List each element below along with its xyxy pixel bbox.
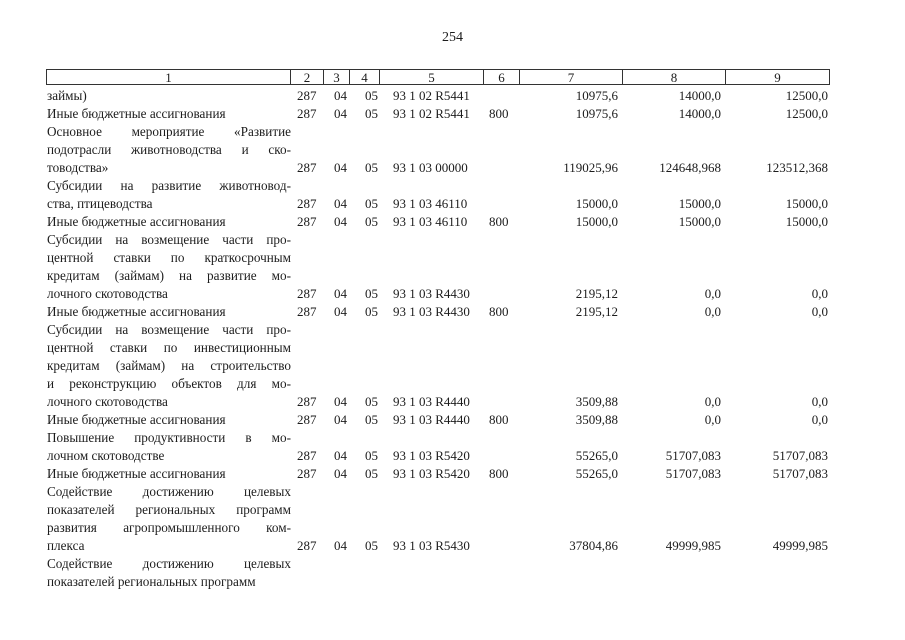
cell-c8: 124648,968 (659, 160, 721, 175)
table-row (0, 177, 905, 213)
table-row (0, 123, 905, 177)
cell-c4: 05 (365, 106, 378, 121)
cell-c3: 04 (334, 196, 347, 211)
cell-c8: 0,0 (704, 286, 721, 301)
cell-c6: 800 (489, 304, 509, 319)
row-description (47, 123, 291, 177)
cell-c2: 287 (297, 412, 317, 427)
cell-c5: 93 1 03 46110 (393, 214, 468, 229)
row-description (47, 105, 291, 123)
row-description (47, 231, 291, 303)
header-cell-5: 5 (380, 69, 484, 85)
cell-c2: 287 (297, 106, 317, 121)
cell-c3: 04 (334, 214, 347, 229)
cell-c9: 0,0 (811, 394, 828, 409)
cell-c7: 10975,6 (575, 88, 618, 103)
cell-c2: 287 (297, 286, 317, 301)
table-row (0, 465, 905, 483)
cell-c7: 55265,0 (575, 466, 618, 481)
header-cell-7: 7 (520, 69, 623, 85)
table-row (0, 321, 905, 411)
cell-c2: 287 (297, 538, 317, 553)
description-line: Основное мероприятие «Развитие (47, 124, 291, 139)
cell-c3: 04 (334, 448, 347, 463)
cell-c2: 287 (297, 214, 317, 229)
description-line: лочного скотоводства (47, 286, 168, 301)
cell-c6: 800 (489, 466, 509, 481)
cell-c9: 15000,0 (785, 196, 828, 211)
cell-c8: 15000,0 (678, 196, 721, 211)
cell-c2: 287 (297, 160, 317, 175)
cell-c9: 51707,083 (772, 448, 828, 463)
cell-c9: 0,0 (811, 304, 828, 319)
cell-c4: 05 (365, 412, 378, 427)
description-line: кредитам (займам) на строительство (47, 358, 291, 373)
description-line: плекса (47, 538, 85, 553)
row-description (47, 411, 291, 429)
header-cell-8: 8 (623, 69, 726, 85)
cell-c7: 3509,88 (575, 394, 618, 409)
table-row (0, 105, 905, 123)
cell-c7: 55265,0 (575, 448, 618, 463)
cell-c9: 12500,0 (785, 88, 828, 103)
cell-c8: 15000,0 (678, 214, 721, 229)
cell-c8: 51707,083 (665, 448, 721, 463)
cell-c9: 0,0 (811, 286, 828, 301)
description-line: показателей региональных программ (47, 502, 291, 517)
cell-c2: 287 (297, 196, 317, 211)
description-line: Содействие достижению целевых (47, 556, 291, 571)
cell-c9: 0,0 (811, 412, 828, 427)
header-cell-9: 9 (726, 69, 830, 85)
description-line: лочном скотоводстве (47, 448, 165, 463)
table-row (0, 483, 905, 555)
cell-c6: 800 (489, 214, 509, 229)
cell-c7: 3509,88 (575, 412, 618, 427)
cell-c4: 05 (365, 88, 378, 103)
header-cell-3: 3 (324, 69, 350, 85)
cell-c5: 93 1 03 R5420 (393, 466, 470, 481)
row-description (47, 429, 291, 465)
cell-c5: 93 1 03 R4430 (393, 286, 470, 301)
description-line: Повышение продуктивности в мо- (47, 430, 291, 445)
cell-c8: 14000,0 (678, 106, 721, 121)
header-cell-1: 1 (46, 69, 291, 85)
description-line: развития агропромышленного ком- (47, 520, 291, 535)
cell-c3: 04 (334, 412, 347, 427)
description-line: лочного скотоводства (47, 394, 168, 409)
description-line: Содействие достижению целевых (47, 484, 291, 499)
cell-c8: 14000,0 (678, 88, 721, 103)
cell-c5: 93 1 03 R4440 (393, 394, 470, 409)
cell-c4: 05 (365, 466, 378, 481)
row-description (47, 321, 291, 411)
cell-c8: 0,0 (704, 412, 721, 427)
cell-c2: 287 (297, 394, 317, 409)
cell-c8: 0,0 (704, 394, 721, 409)
cell-c5: 93 1 03 46110 (393, 196, 468, 211)
row-description (47, 483, 291, 555)
description-line: Иные бюджетные ассигнования (47, 214, 226, 229)
cell-c4: 05 (365, 448, 378, 463)
cell-c7: 15000,0 (575, 196, 618, 211)
description-line: и реконструкцию объектов для мо- (47, 376, 291, 391)
cell-c9: 49999,985 (772, 538, 828, 553)
cell-c8: 0,0 (704, 304, 721, 319)
cell-c4: 05 (365, 286, 378, 301)
cell-c2: 287 (297, 448, 317, 463)
description-line: Субсидии на возмещение части про- (47, 322, 291, 337)
cell-c4: 05 (365, 538, 378, 553)
cell-c7: 2195,12 (575, 304, 618, 319)
row-description (47, 465, 291, 483)
description-line: кредитам (займам) на развитие мо- (47, 268, 291, 283)
description-line: Иные бюджетные ассигнования (47, 304, 226, 319)
table-row (0, 87, 905, 105)
cell-c3: 04 (334, 394, 347, 409)
cell-c5: 93 1 02 R5441 (393, 106, 470, 121)
table-row (0, 429, 905, 465)
cell-c3: 04 (334, 160, 347, 175)
table-row (0, 213, 905, 231)
cell-c4: 05 (365, 160, 378, 175)
cell-c7: 37804,86 (569, 538, 618, 553)
table-row (0, 231, 905, 303)
cell-c9: 51707,083 (772, 466, 828, 481)
row-description (47, 177, 291, 213)
cell-c4: 05 (365, 394, 378, 409)
cell-c5: 93 1 03 R4430 (393, 304, 470, 319)
description-line: центной ставки по краткосрочным (47, 250, 291, 265)
cell-c8: 51707,083 (665, 466, 721, 481)
description-line: ства, птицеводства (47, 196, 153, 211)
description-line: займы) (47, 88, 87, 103)
cell-c8: 49999,985 (665, 538, 721, 553)
cell-c2: 287 (297, 88, 317, 103)
cell-c3: 04 (334, 88, 347, 103)
cell-c5: 93 1 03 R5430 (393, 538, 470, 553)
row-description (47, 213, 291, 231)
cell-c4: 05 (365, 214, 378, 229)
cell-c3: 04 (334, 106, 347, 121)
cell-c5: 93 1 03 R5420 (393, 448, 470, 463)
cell-c6: 800 (489, 106, 509, 121)
cell-c9: 15000,0 (785, 214, 828, 229)
cell-c3: 04 (334, 538, 347, 553)
header-cell-2: 2 (291, 69, 324, 85)
description-line: Иные бюджетные ассигнования (47, 466, 226, 481)
cell-c4: 05 (365, 196, 378, 211)
cell-c7: 10975,6 (575, 106, 618, 121)
cell-c3: 04 (334, 466, 347, 481)
table-row (0, 303, 905, 321)
description-line: центной ставки по инвестиционным (47, 340, 291, 355)
row-description (47, 555, 291, 591)
table-row (0, 411, 905, 429)
cell-c5: 93 1 02 R5441 (393, 88, 470, 103)
cell-c7: 2195,12 (575, 286, 618, 301)
cell-c9: 12500,0 (785, 106, 828, 121)
description-line: Иные бюджетные ассигнования (47, 412, 226, 427)
description-line: подотрасли животноводства и ско- (47, 142, 291, 157)
cell-c4: 05 (365, 304, 378, 319)
page-number: 254 (442, 30, 463, 45)
cell-c3: 04 (334, 286, 347, 301)
cell-c7: 15000,0 (575, 214, 618, 229)
header-cell-6: 6 (484, 69, 520, 85)
cell-c5: 93 1 03 R4440 (393, 412, 470, 427)
description-line: показателей региональных программ (47, 574, 256, 589)
cell-c9: 123512,368 (766, 160, 828, 175)
cell-c5: 93 1 03 00000 (393, 160, 468, 175)
cell-c2: 287 (297, 304, 317, 319)
cell-c2: 287 (297, 466, 317, 481)
header-cell-4: 4 (350, 69, 380, 85)
cell-c3: 04 (334, 304, 347, 319)
cell-c7: 119025,96 (563, 160, 618, 175)
row-description (47, 87, 291, 105)
description-line: Субсидии на возмещение части про- (47, 232, 291, 247)
row-description (47, 303, 291, 321)
table-row (0, 555, 905, 591)
description-line: Субсидии на развитие животновод- (47, 178, 291, 193)
description-line: Иные бюджетные ассигнования (47, 106, 226, 121)
description-line: товодства» (47, 160, 109, 175)
cell-c6: 800 (489, 412, 509, 427)
